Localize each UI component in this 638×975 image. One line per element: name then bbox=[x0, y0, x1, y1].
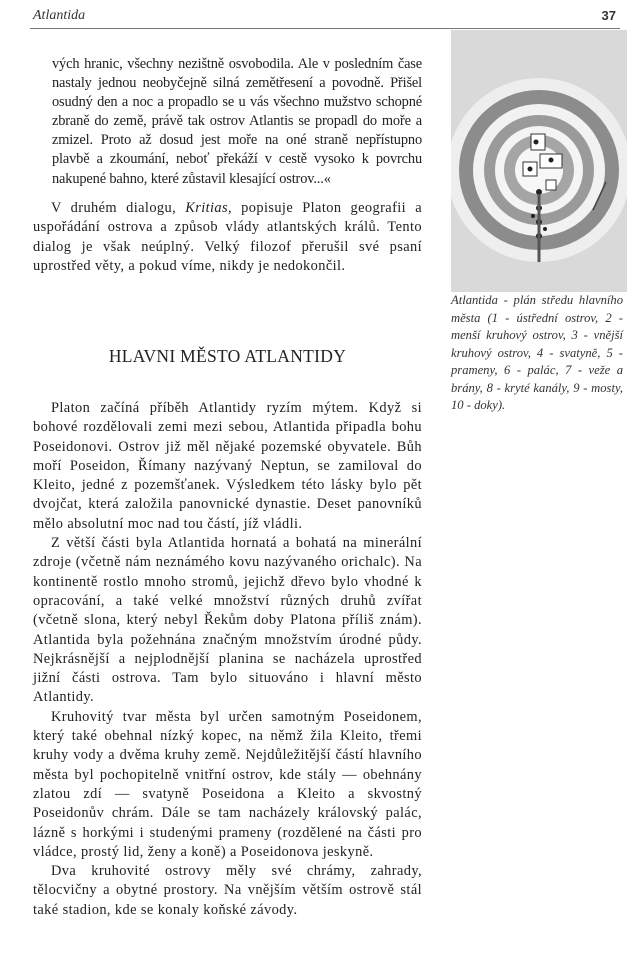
body-paragraph-4: Dva kruhovité ostrovy měly své chrámy, zahrady, tělocvičny a obytné prostory. Na vnějším větším ostrově stál také stadion, kde se konaly koňské závody. bbox=[33, 863, 422, 918]
section-heading: HLAVNI MĚSTO ATLANTIDY bbox=[108, 346, 347, 366]
quoted-passage bbox=[52, 55, 422, 189]
marker-dot bbox=[543, 227, 547, 231]
header-rule bbox=[30, 28, 620, 29]
marker-dot bbox=[531, 214, 535, 218]
intro-text-start: V druhém dialogu, bbox=[51, 200, 186, 216]
intro-text-end: popisuje Platon geografii a uspořádání ostrova a způsob vlády atlantských králů. Tento dialog je však neúplný. Velký filozof přerušil své psaní uprostřed věty, a pokud víme, nikdy je nedokončil. bbox=[33, 200, 422, 274]
marker-dot bbox=[534, 140, 539, 145]
intro-paragraph-text bbox=[33, 199, 422, 276]
section-body bbox=[33, 399, 422, 920]
dialogue-title: Kritias, bbox=[185, 200, 233, 216]
body-paragraph-2: Z větší části byla Atlantida hornatá a bohatá na minerální zdroje (včetně nám neznámého kovu nazývaného orichalc). Na kontinentě rostlo mnoho stromů, jejichž dřevo bylo vhodné k opracování, a také velké množství různých druhů zvířat (včetně slona, který nebyl Řekům doby Platona příliš znám). Atlantida byla požehnána značným množstvím úrodné půdy. Nejkrásnější a nejplodnější planina se nacházela uprostřed jižní části ostrova. Tam bylo situováno i hlavní město Atlantidy. bbox=[33, 535, 422, 706]
body-paragraph-3: Kruhovitý tvar města byl určen samotným Poseidonem, který také obehnal nízký kopec, na němž žila Kleito, třemi kruhy vody a dvěma kruhy země. Nejdůležitější částí hlavního města byl pochopitelně vnitřní ostrov, kde stály — obehnány zlatou zdí — svatyně Poseidona a Kleito a skvostný Poseidonův chrám. Dále se tam nacházely královský palác, lázně s horkými i studenými prameny (rozdělené na části pro vládce, prostý lid, ženy a koně) a Poseidonova jeskyně. bbox=[33, 708, 422, 860]
running-head: Atlantida bbox=[33, 8, 86, 23]
quoted-passage-text: vých hranic, všechny nezištně osvobodila. Ale v posledním čase nastaly jednou neobyčejně silná zemětřesení a povodně. Přišel osudný den a noc a propadlo se u vás všechno mužstvo schopné zbraně do země, právě tak ostrov Atlantis se propadl do moře a zmizel. Proto až dosud jest moře na oné straně nepřístupno plavbě a zkoumání, neboť překáží v cestě vysoko k povrchu nakupené bahno, které zůstavil klesající ostrov...« bbox=[52, 56, 422, 187]
body-paragraph-1: Platon začíná příběh Atlantidy ryzím mýtem. Když si bohové rozdělovali zemi mezi sebou, Atlantida připadla bohu Poseidonovi. Ostrov již měl nějaké pozemské obyvatele. Bůh moří Poseidon, Římany nazývaný Neptun, se zamiloval do Kleito, jedné z pozemšťanek. Výsledkem této lásky bylo pět dvojčat, která založila panovnické dynastie. Deset panovníků mělo absolutní moc nad tou částí, jíž vládli. bbox=[33, 400, 422, 532]
figure-caption: Atlantida - plán středu hlavního města (1 - ústřední ostrov, 2 - menší kruhový ostrov, 3 - vnější kruhový ostrov, 4 - svatyně, 5 - prameny, 6 - palác, 7 - veže a brány, 8 - kryté kanály, 9 - mosty, 10 - doky). bbox=[451, 293, 623, 412]
atlantis-city-plan-illustration bbox=[451, 30, 627, 292]
page-number: 37 bbox=[601, 8, 616, 23]
shrine-plan-mark bbox=[546, 180, 556, 190]
marker-dot bbox=[549, 158, 554, 163]
marker-dot bbox=[528, 167, 533, 172]
intro-paragraph bbox=[33, 199, 422, 276]
